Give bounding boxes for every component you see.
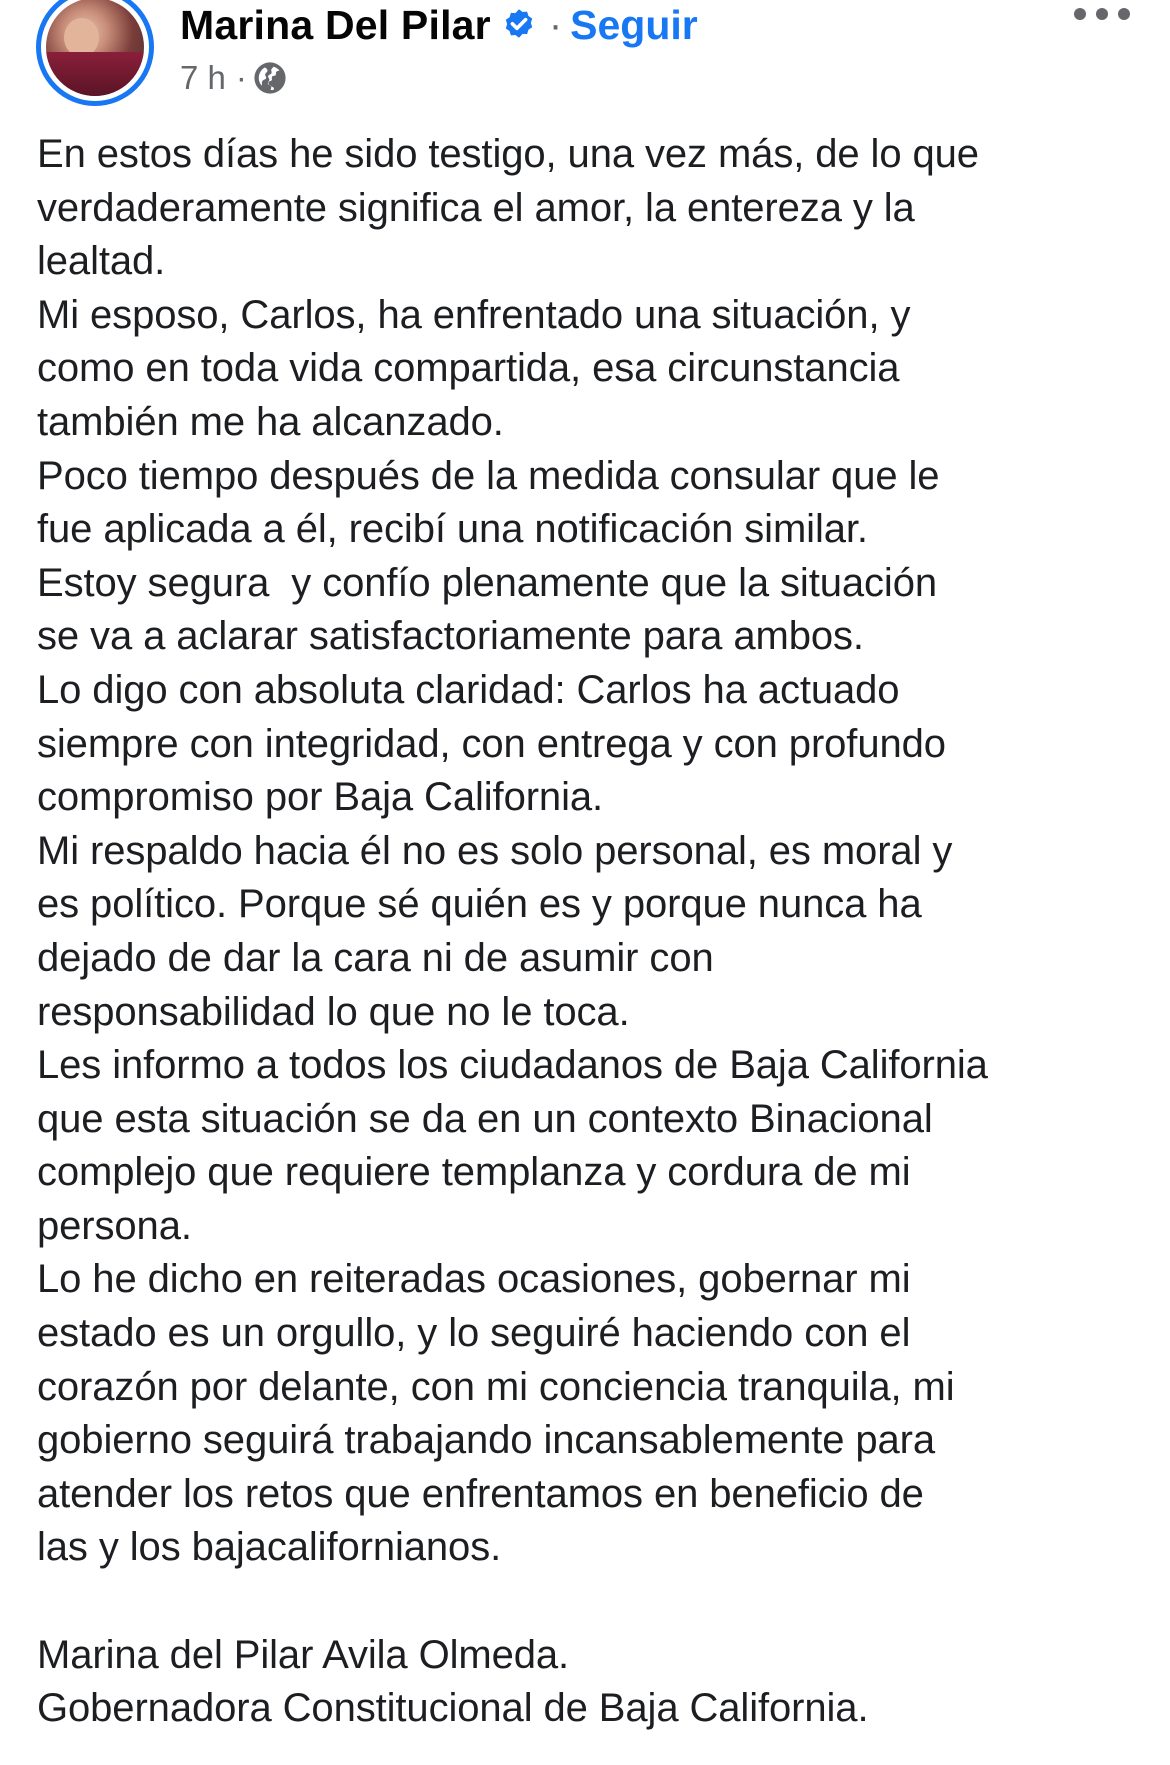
body-line: Les informo a todos los ciudadanos de Baja California xyxy=(37,1043,988,1088)
body-line: lealtad. xyxy=(37,239,166,284)
body-line: es político. Porque sé quién es y porque nunca ha xyxy=(37,882,922,927)
post-body xyxy=(37,128,1157,1736)
body-line: también me ha alcanzado. xyxy=(37,399,504,444)
meta-separator: · xyxy=(235,59,247,96)
more-options-icon[interactable] xyxy=(1074,0,1130,28)
body-line: Lo he dicho en reiteradas ocasiones, gobernar mi xyxy=(37,1257,911,1302)
body-line: En estos días he sido testigo, una vez más, de lo que xyxy=(37,132,979,176)
more-dot xyxy=(1074,8,1086,20)
body-line: siempre con integridad, con entrega y con profundo xyxy=(37,721,946,766)
body-line: como en toda vida compartida, esa circunstancia xyxy=(37,346,900,391)
author-avatar[interactable] xyxy=(36,0,154,106)
post-meta xyxy=(180,56,287,100)
body-line: Mi respaldo hacia él no es solo personal, es moral y xyxy=(37,828,953,873)
body-line: atender los retos que enfrentamos en beneficio de xyxy=(37,1471,924,1516)
body-line: estado es un orgullo, y lo seguiré haciendo con el xyxy=(37,1311,911,1356)
signature-title: Gobernadora Constitucional de Baja California. xyxy=(37,1686,869,1731)
follow-button[interactable]: Seguir xyxy=(570,1,698,48)
signature-name: Marina del Pilar Avila Olmeda. xyxy=(37,1632,570,1677)
body-line: fue aplicada a él, recibí una notificación similar. xyxy=(37,507,868,552)
author-name[interactable]: Marina Del Pilar xyxy=(180,1,491,48)
body-line: compromiso por Baja California. xyxy=(37,775,604,820)
body-line: Estoy segura y confío plenamente que la situación xyxy=(37,560,938,605)
post-header xyxy=(0,0,1170,120)
author-row xyxy=(180,0,698,50)
body-line: complejo que requiere templanza y cordura de mi xyxy=(37,1150,911,1195)
globe-icon[interactable] xyxy=(253,61,287,95)
paragraph-gap xyxy=(37,1575,1157,1629)
body-line: Mi esposo, Carlos, ha enfrentado una situación, y xyxy=(37,292,911,337)
body-line: corazón por delante, con mi conciencia tranquila, mi xyxy=(37,1364,955,1409)
body-line: gobierno seguirá trabajando incansablemente para xyxy=(37,1418,936,1463)
body-line: que esta situación se da en un contexto Binacional xyxy=(37,1096,933,1141)
body-line: verdaderamente significa el amor, la entereza y la xyxy=(37,185,915,230)
body-line: se va a aclarar satisfactoriamente para ambos. xyxy=(37,614,864,659)
body-line: Lo digo con absoluta claridad: Carlos ha actuado xyxy=(37,667,900,712)
separator-dot: · xyxy=(548,2,563,47)
verified-badge-icon xyxy=(501,7,537,43)
body-line: persona. xyxy=(37,1203,192,1248)
post-time[interactable]: 7 h xyxy=(180,59,226,96)
more-dot xyxy=(1096,8,1108,20)
more-dot xyxy=(1118,8,1130,20)
body-line: Poco tiempo después de la medida consular que le xyxy=(37,453,940,498)
body-line: dejado de dar la cara ni de asumir con xyxy=(37,935,714,980)
body-line: responsabilidad lo que no le toca. xyxy=(37,989,630,1034)
avatar-photo xyxy=(46,0,144,96)
body-line: las y los bajacalifornianos. xyxy=(37,1525,502,1570)
